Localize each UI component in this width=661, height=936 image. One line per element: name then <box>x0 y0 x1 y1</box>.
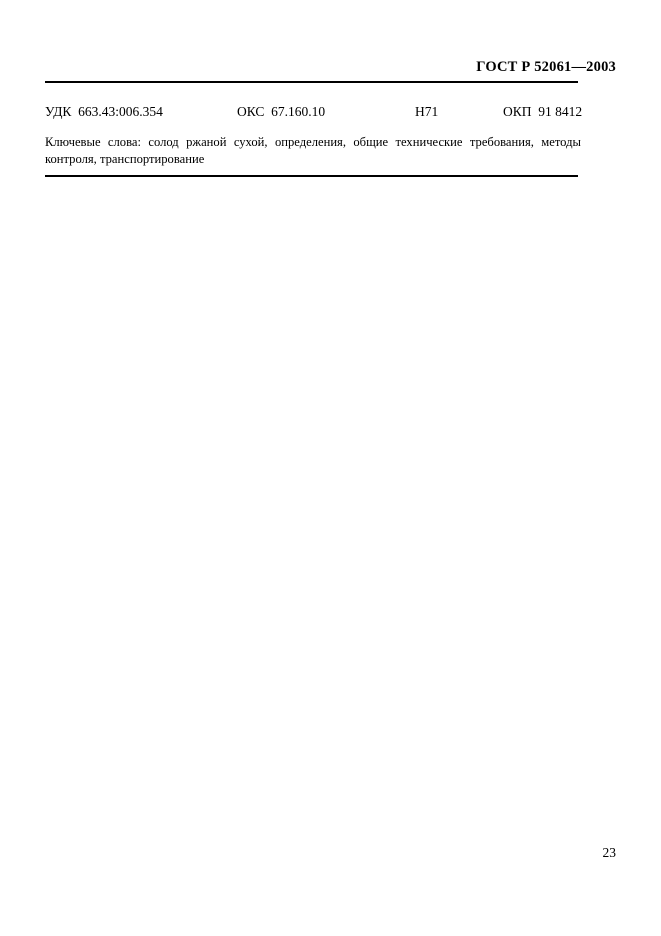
keywords-label: Ключевые слова: <box>45 135 141 149</box>
page-title: ГОСТ Р 52061—2003 <box>476 59 616 75</box>
divider-bottom <box>45 175 578 177</box>
group-value: Н71 <box>415 104 439 119</box>
udk-value: 663.43:006.354 <box>78 104 163 119</box>
oks-code <box>237 104 325 120</box>
group-code <box>415 104 438 120</box>
udk-label: УДК <box>45 104 72 119</box>
udk-code <box>45 104 163 120</box>
okp-label: ОКП <box>503 104 532 119</box>
keywords-text: солод ржаной сухой, определения, общие технические требования, методы контроля, транспортирование <box>45 135 581 166</box>
oks-value: 67.160.10 <box>271 104 326 119</box>
okp-code <box>503 104 582 120</box>
oks-label: ОКС <box>237 104 265 119</box>
keywords-paragraph <box>45 134 581 167</box>
classification-codes-row <box>45 104 583 122</box>
divider-top <box>45 81 578 83</box>
okp-value: 91 8412 <box>538 104 583 119</box>
page-number: 23 <box>602 845 616 860</box>
